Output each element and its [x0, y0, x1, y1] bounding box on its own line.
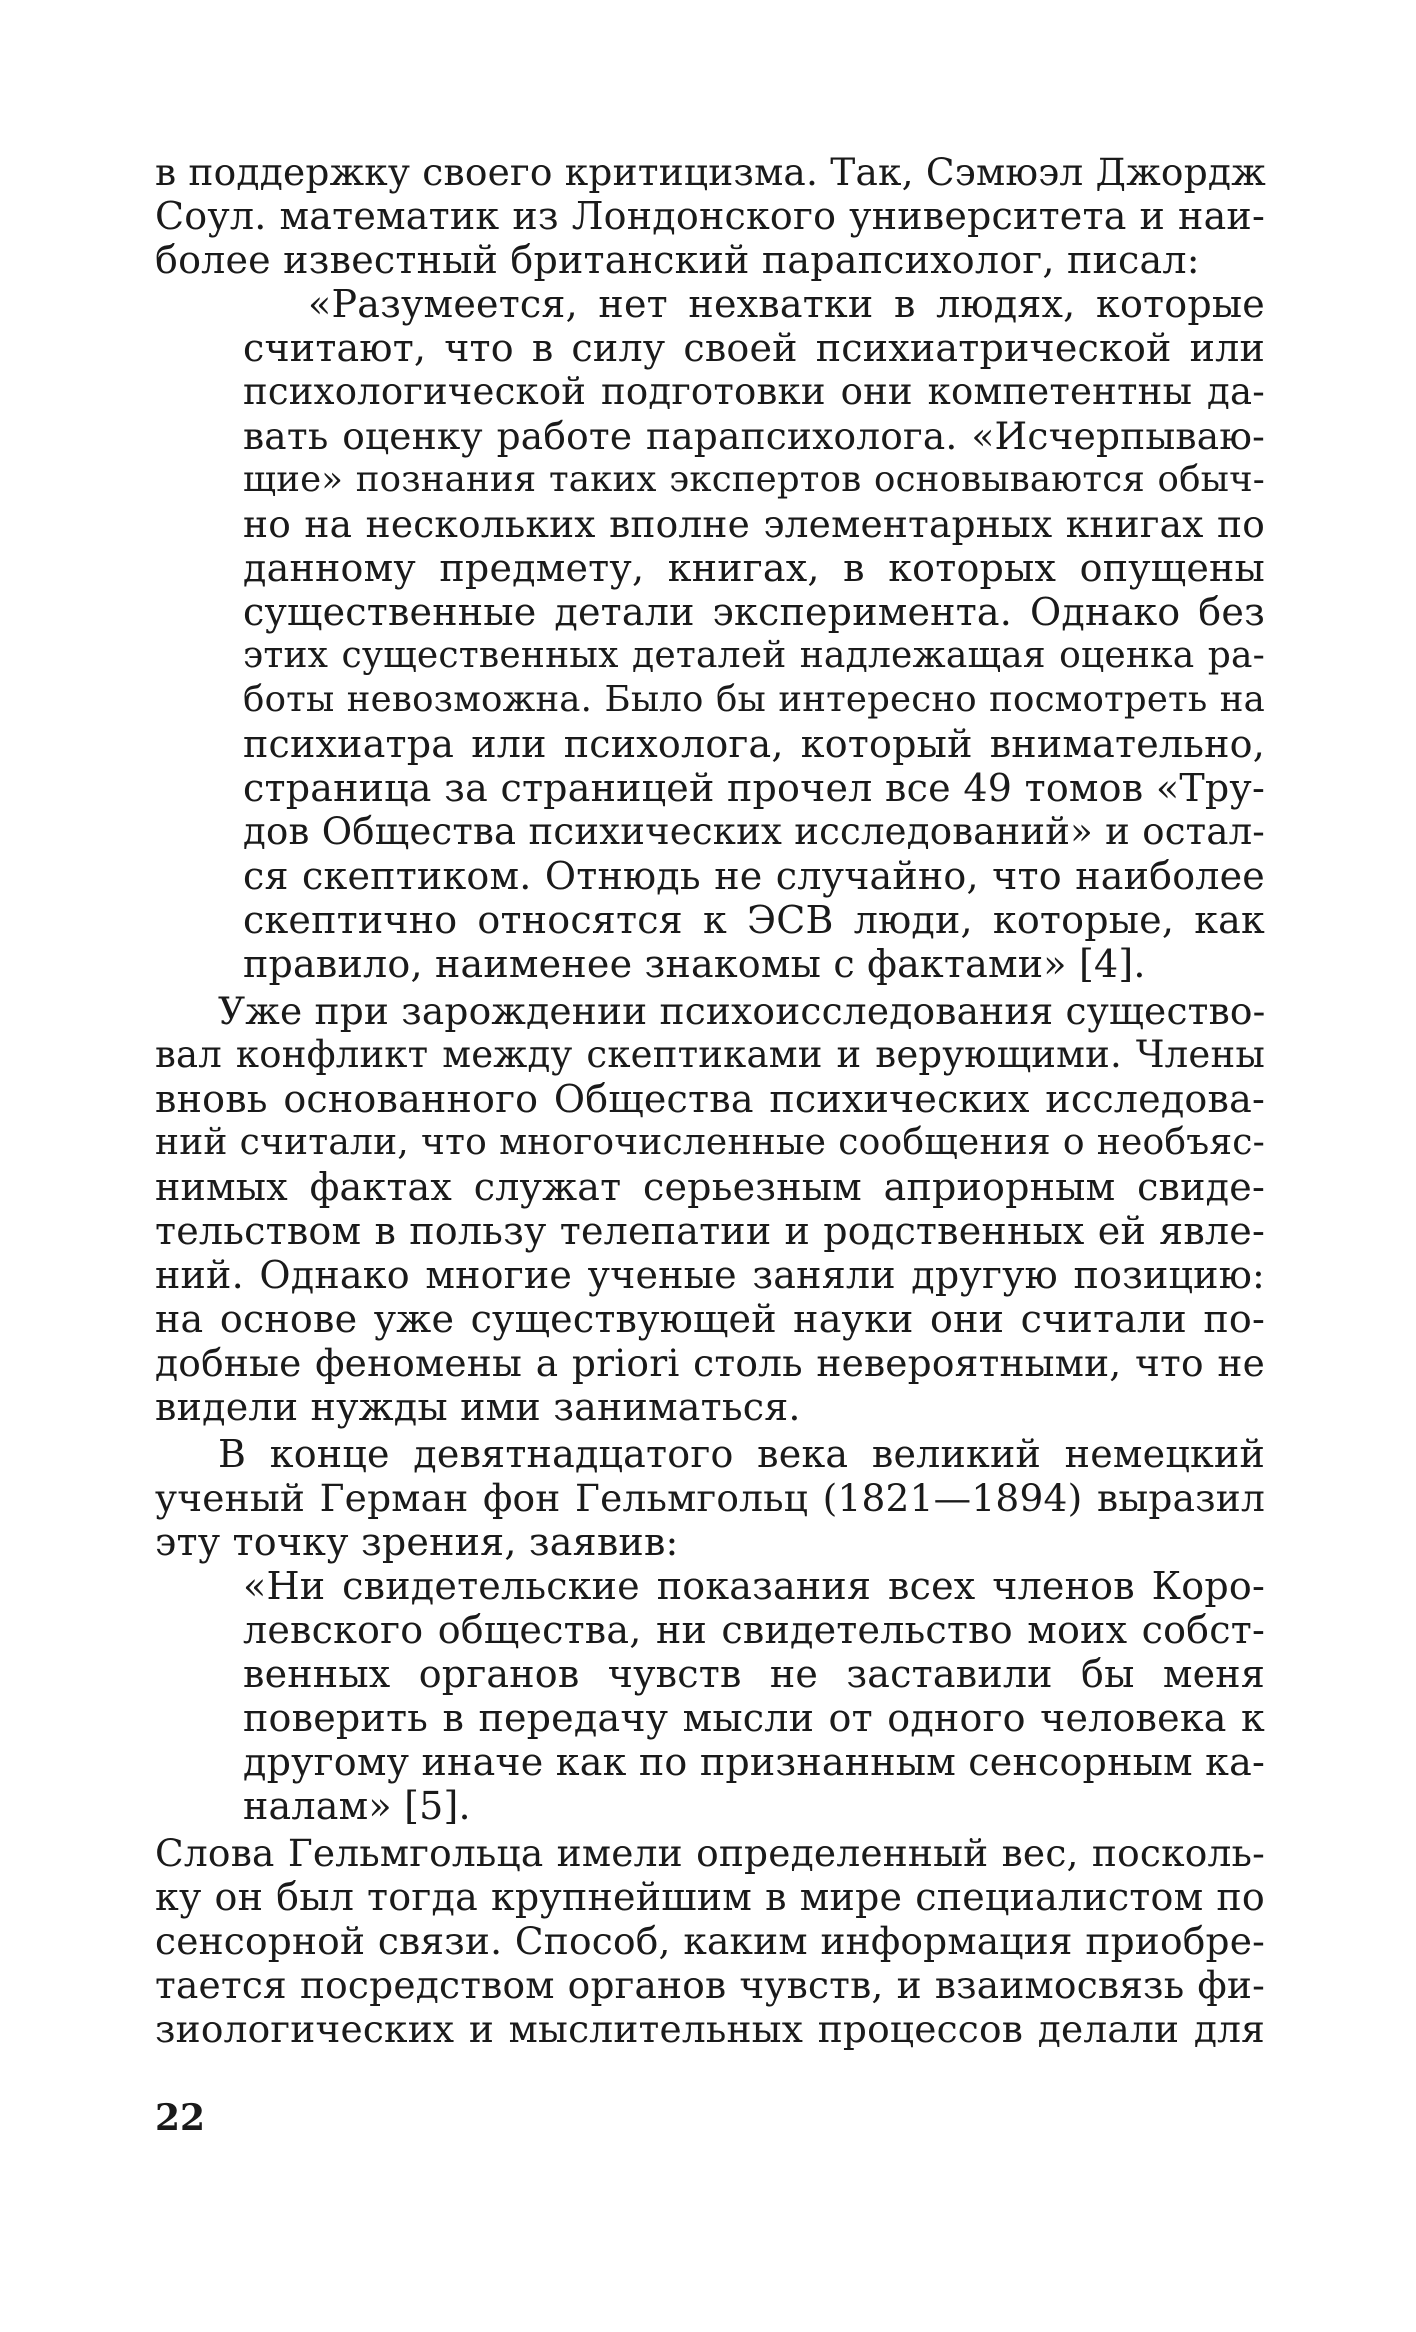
- text-line: ученый Герман фон Гельмгольц (1821—1894) выразил: [155, 1476, 1265, 1520]
- text-line: зиологических и мыслительных процессов делали для: [155, 2007, 1265, 2051]
- text-line: тельством в пользу телепатии и родственных ей явле-: [155, 1209, 1265, 1253]
- text-line: этих существенных деталей надлежащая оценка ра-: [243, 635, 1265, 676]
- text-line: но на нескольких вполне элементарных книгах по: [243, 502, 1265, 546]
- text-line: более известный британский парапсихолог, писал:: [155, 238, 1200, 282]
- text-line: психологической подготовки они компетентны да-: [243, 370, 1265, 413]
- text-line: видели нужды ими заниматься.: [155, 1385, 801, 1429]
- text-line: сенсорной связи. Способ, каким информация приобре-: [155, 1919, 1265, 1963]
- text-line: налам» [5].: [243, 1784, 471, 1828]
- text-line: вновь основанного Общества психических исследова-: [155, 1077, 1265, 1121]
- text-line: тается посредством органов чувств, и взаимосвязь фи-: [155, 1963, 1265, 2007]
- text-line: Соул. математик из Лондонского университета и наи-: [155, 194, 1265, 238]
- text-line: считают, что в силу своей психиатрической или: [243, 326, 1265, 370]
- text-line: ку он был тогда крупнейшим в мире специалистом по: [155, 1875, 1265, 1919]
- text-line: вать оценку работе парапсихолога. «Исчерпываю-: [243, 414, 1265, 458]
- text-line: другому иначе как по признанным сенсорным ка-: [243, 1740, 1265, 1784]
- text-line: в поддержку своего критицизма. Так, Сэмюэл Джордж: [155, 150, 1266, 194]
- text-line: ся скептиком. Отнюдь не случайно, что наиболее: [243, 854, 1265, 898]
- text-line: данному предмету, книгах, в которых опущены: [243, 546, 1265, 590]
- text-line: вал конфликт между скептиками и верующими. Члены: [155, 1033, 1265, 1076]
- text-line: Уже при зарождении психоисследования существо-: [218, 989, 1266, 1033]
- text-line: страница за страницей прочел все 49 томов «Тру-: [243, 766, 1265, 810]
- text-line: В конце девятнадцатого века великий немецкий: [218, 1432, 1265, 1476]
- text-line: нимых фактах служат серьезным априорным свиде-: [155, 1165, 1265, 1209]
- text-line: левского общества, ни свидетельство моих собст-: [243, 1608, 1265, 1652]
- text-line: ний считали, что многочисленные сообщения о необъяс-: [155, 1122, 1265, 1163]
- text-line: эту точку зрения, заявив:: [155, 1520, 679, 1564]
- text-line: щие» познания таких экспертов основываются обыч-: [243, 459, 1265, 500]
- text-line: правило, наименее знакомы с фактами» [4].: [243, 942, 1146, 986]
- text-line: ний. Однако многие ученые заняли другую позицию:: [155, 1253, 1265, 1297]
- text-line: Слова Гельмгольца имели определенный вес, посколь-: [155, 1831, 1265, 1875]
- text-line: скептично относятся к ЭСВ люди, которые, как: [243, 898, 1265, 942]
- text-line: поверить в передачу мысли от одного человека к: [243, 1696, 1265, 1740]
- text-line: «Разумеется, нет нехватки в людях, которые: [308, 282, 1265, 326]
- text-line: существенные детали эксперимента. Однако без: [243, 590, 1265, 634]
- page-number: 22: [155, 2097, 206, 2139]
- text-line: дов Общества психических исследований» и остал-: [243, 810, 1265, 853]
- text-line: боты невозможна. Было бы интересно посмотреть на: [243, 679, 1265, 720]
- text-line: «Ни свидетельские показания всех членов Коро-: [243, 1564, 1265, 1608]
- text-line: на основе уже существующей науки они считали по-: [155, 1297, 1265, 1341]
- text-line: добные феномены a priori столь невероятными, что не: [155, 1341, 1265, 1385]
- text-line: венных органов чувств не заставили бы меня: [243, 1652, 1265, 1696]
- text-line: психиатра или психолога, который внимательно,: [243, 722, 1265, 766]
